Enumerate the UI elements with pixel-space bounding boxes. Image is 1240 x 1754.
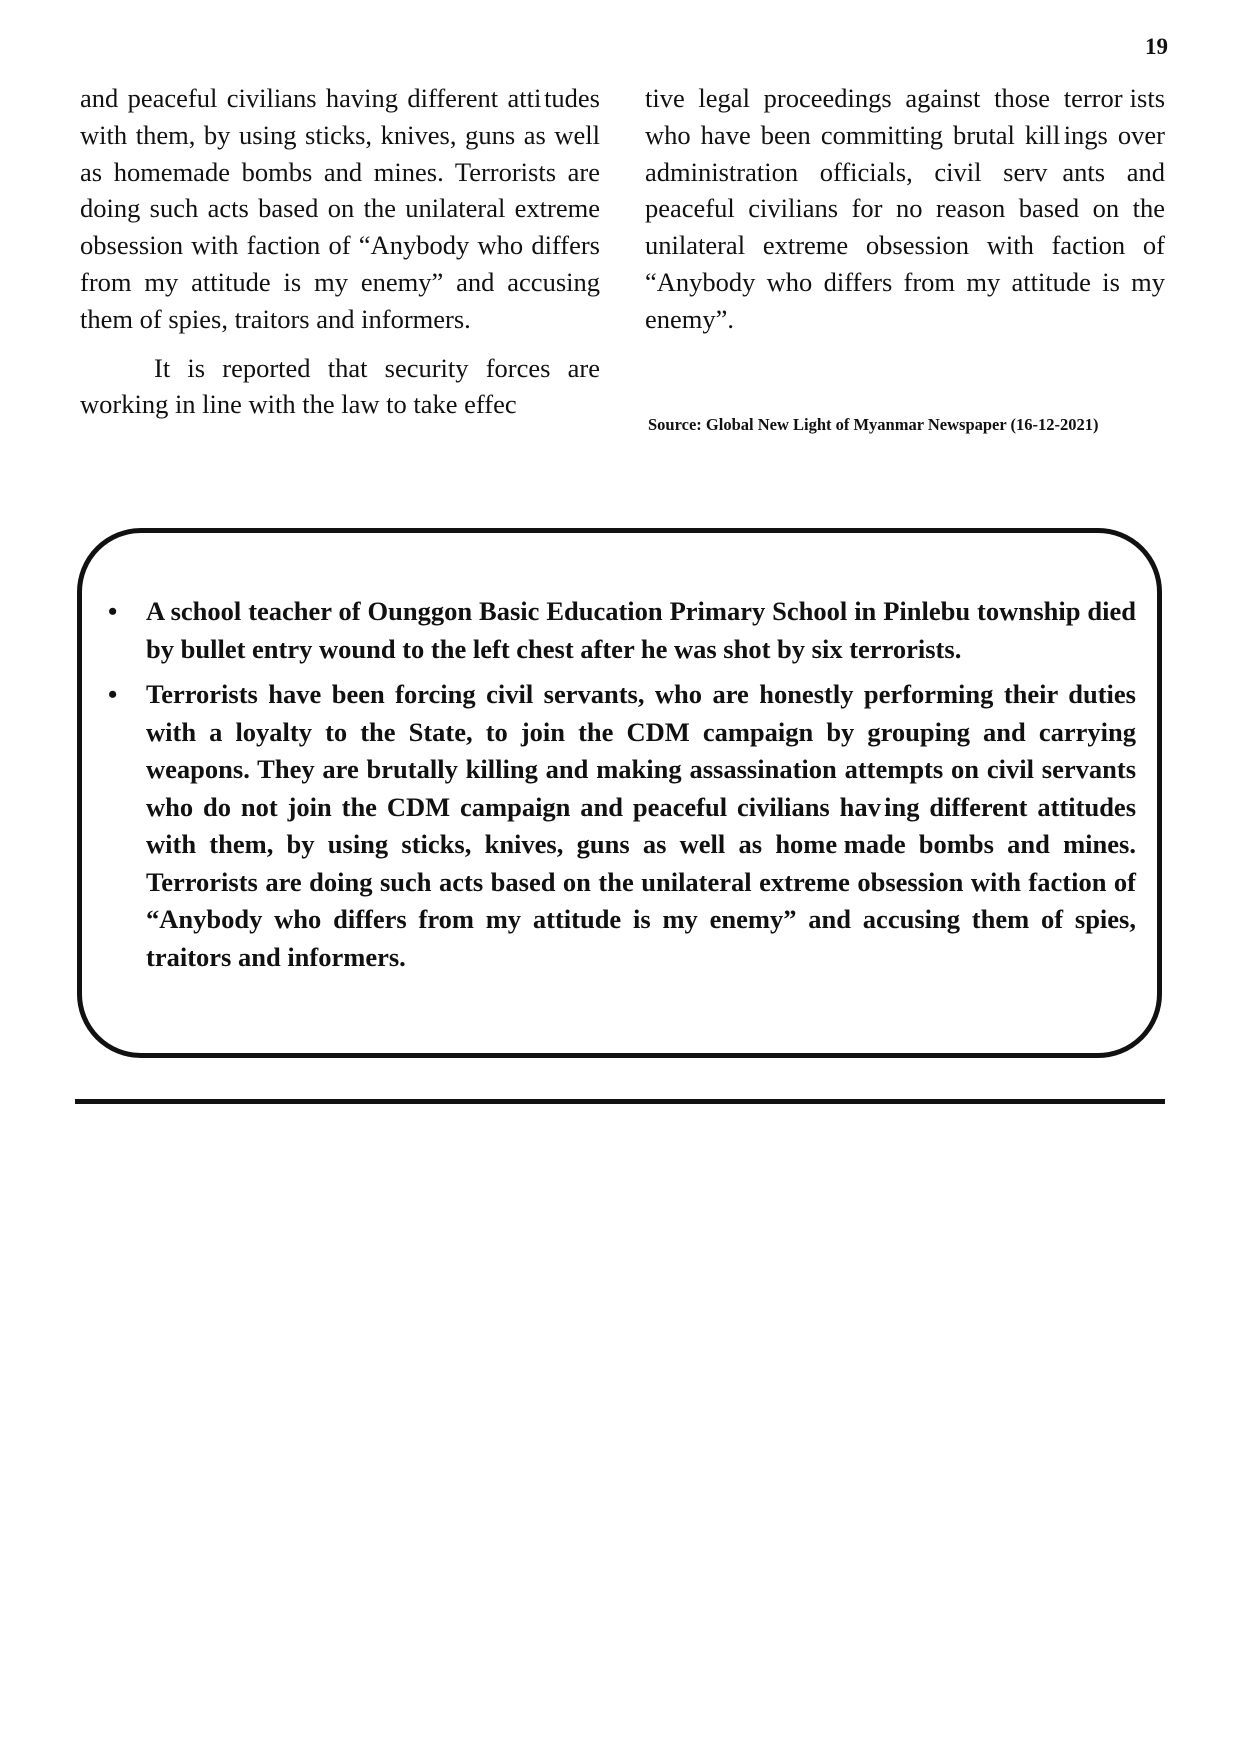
text-line: spies, traitors and informers.	[168, 303, 471, 334]
text-line: Terrorists have been forcing civil servants, who are honestly performing their	[146, 679, 1058, 709]
right-column	[645, 80, 1165, 338]
bullet-icon: •	[108, 596, 118, 626]
bullet-item	[108, 593, 1136, 668]
text-line: working in line with the law to take effec	[80, 389, 517, 420]
text-line: ship died by bullet entry wound to the left chest after he was shot by six terror	[146, 596, 1136, 664]
text-line: tive legal proceedings against those terror	[645, 83, 1123, 113]
text-line: ing different attitudes with them, by using sticks, knives, guns as well as home	[146, 791, 1137, 859]
text-line: based on the unilateral extreme obsession	[645, 193, 1165, 261]
text-line: ists who have been committing brutal kill	[645, 83, 1166, 150]
left-paragraph-2	[80, 350, 600, 424]
text-line: ings over administration officials, civil serv	[645, 119, 1165, 187]
text-line: guns as well as homemade bombs and	[80, 119, 601, 187]
text-line: tudes with them, by using sticks, knives,	[80, 83, 600, 150]
text-line: A school teacher of Ounggon Basic Education Primary School in Pinlebu town	[146, 596, 1033, 626]
bullet-list	[108, 593, 1137, 984]
text-line: ants and peaceful civilians for no reason	[645, 156, 1165, 224]
page-number: 19	[1145, 34, 1168, 59]
left-column	[80, 80, 600, 423]
horizontal-rule	[75, 1099, 1165, 1104]
text-line: my attitude is my enemy”.	[645, 266, 1166, 334]
highlight-box	[77, 528, 1162, 1058]
bullet-item	[108, 676, 1137, 976]
text-line: carrying weapons. They are brutally killing and making assassination attempts	[146, 716, 1137, 784]
text-line: with faction of “Anybody who differs from	[645, 230, 1166, 297]
right-paragraph-1	[645, 80, 1165, 338]
text-line: and peaceful civilians having different atti	[80, 83, 542, 113]
text-line: duties with a loyalty to the State, to join the CDM campaign by grouping and	[146, 679, 1136, 747]
source-citation: Source: Global New Light of Myanmar Newspaper (16-12-2021)	[648, 415, 1099, 434]
text-line: It is reported that security forces are	[154, 352, 600, 383]
bullet-icon: •	[108, 679, 118, 709]
text-line: on civil servants who do not join the CDM campaign and peaceful civilians hav	[146, 754, 1137, 822]
text-line: on the unilateral extreme obsession with	[80, 193, 600, 261]
left-paragraph-1	[80, 80, 600, 338]
text-line: extreme obsession with faction of “Anybody who differs from my attitude is my	[146, 866, 1136, 934]
text-line: attitude is my enemy” and accusing them of	[80, 266, 600, 334]
text-line: made bombs and mines. Terrorists are doing such acts based on the unilateral	[146, 829, 1136, 897]
text-line: faction of “Anybody who differs from my	[80, 230, 600, 297]
text-line: mines. Terrorists are doing such acts based	[80, 156, 600, 224]
text-line: ists.	[917, 633, 962, 664]
text-line: enemy” and accusing them of spies, traitors and informers.	[146, 904, 1136, 972]
